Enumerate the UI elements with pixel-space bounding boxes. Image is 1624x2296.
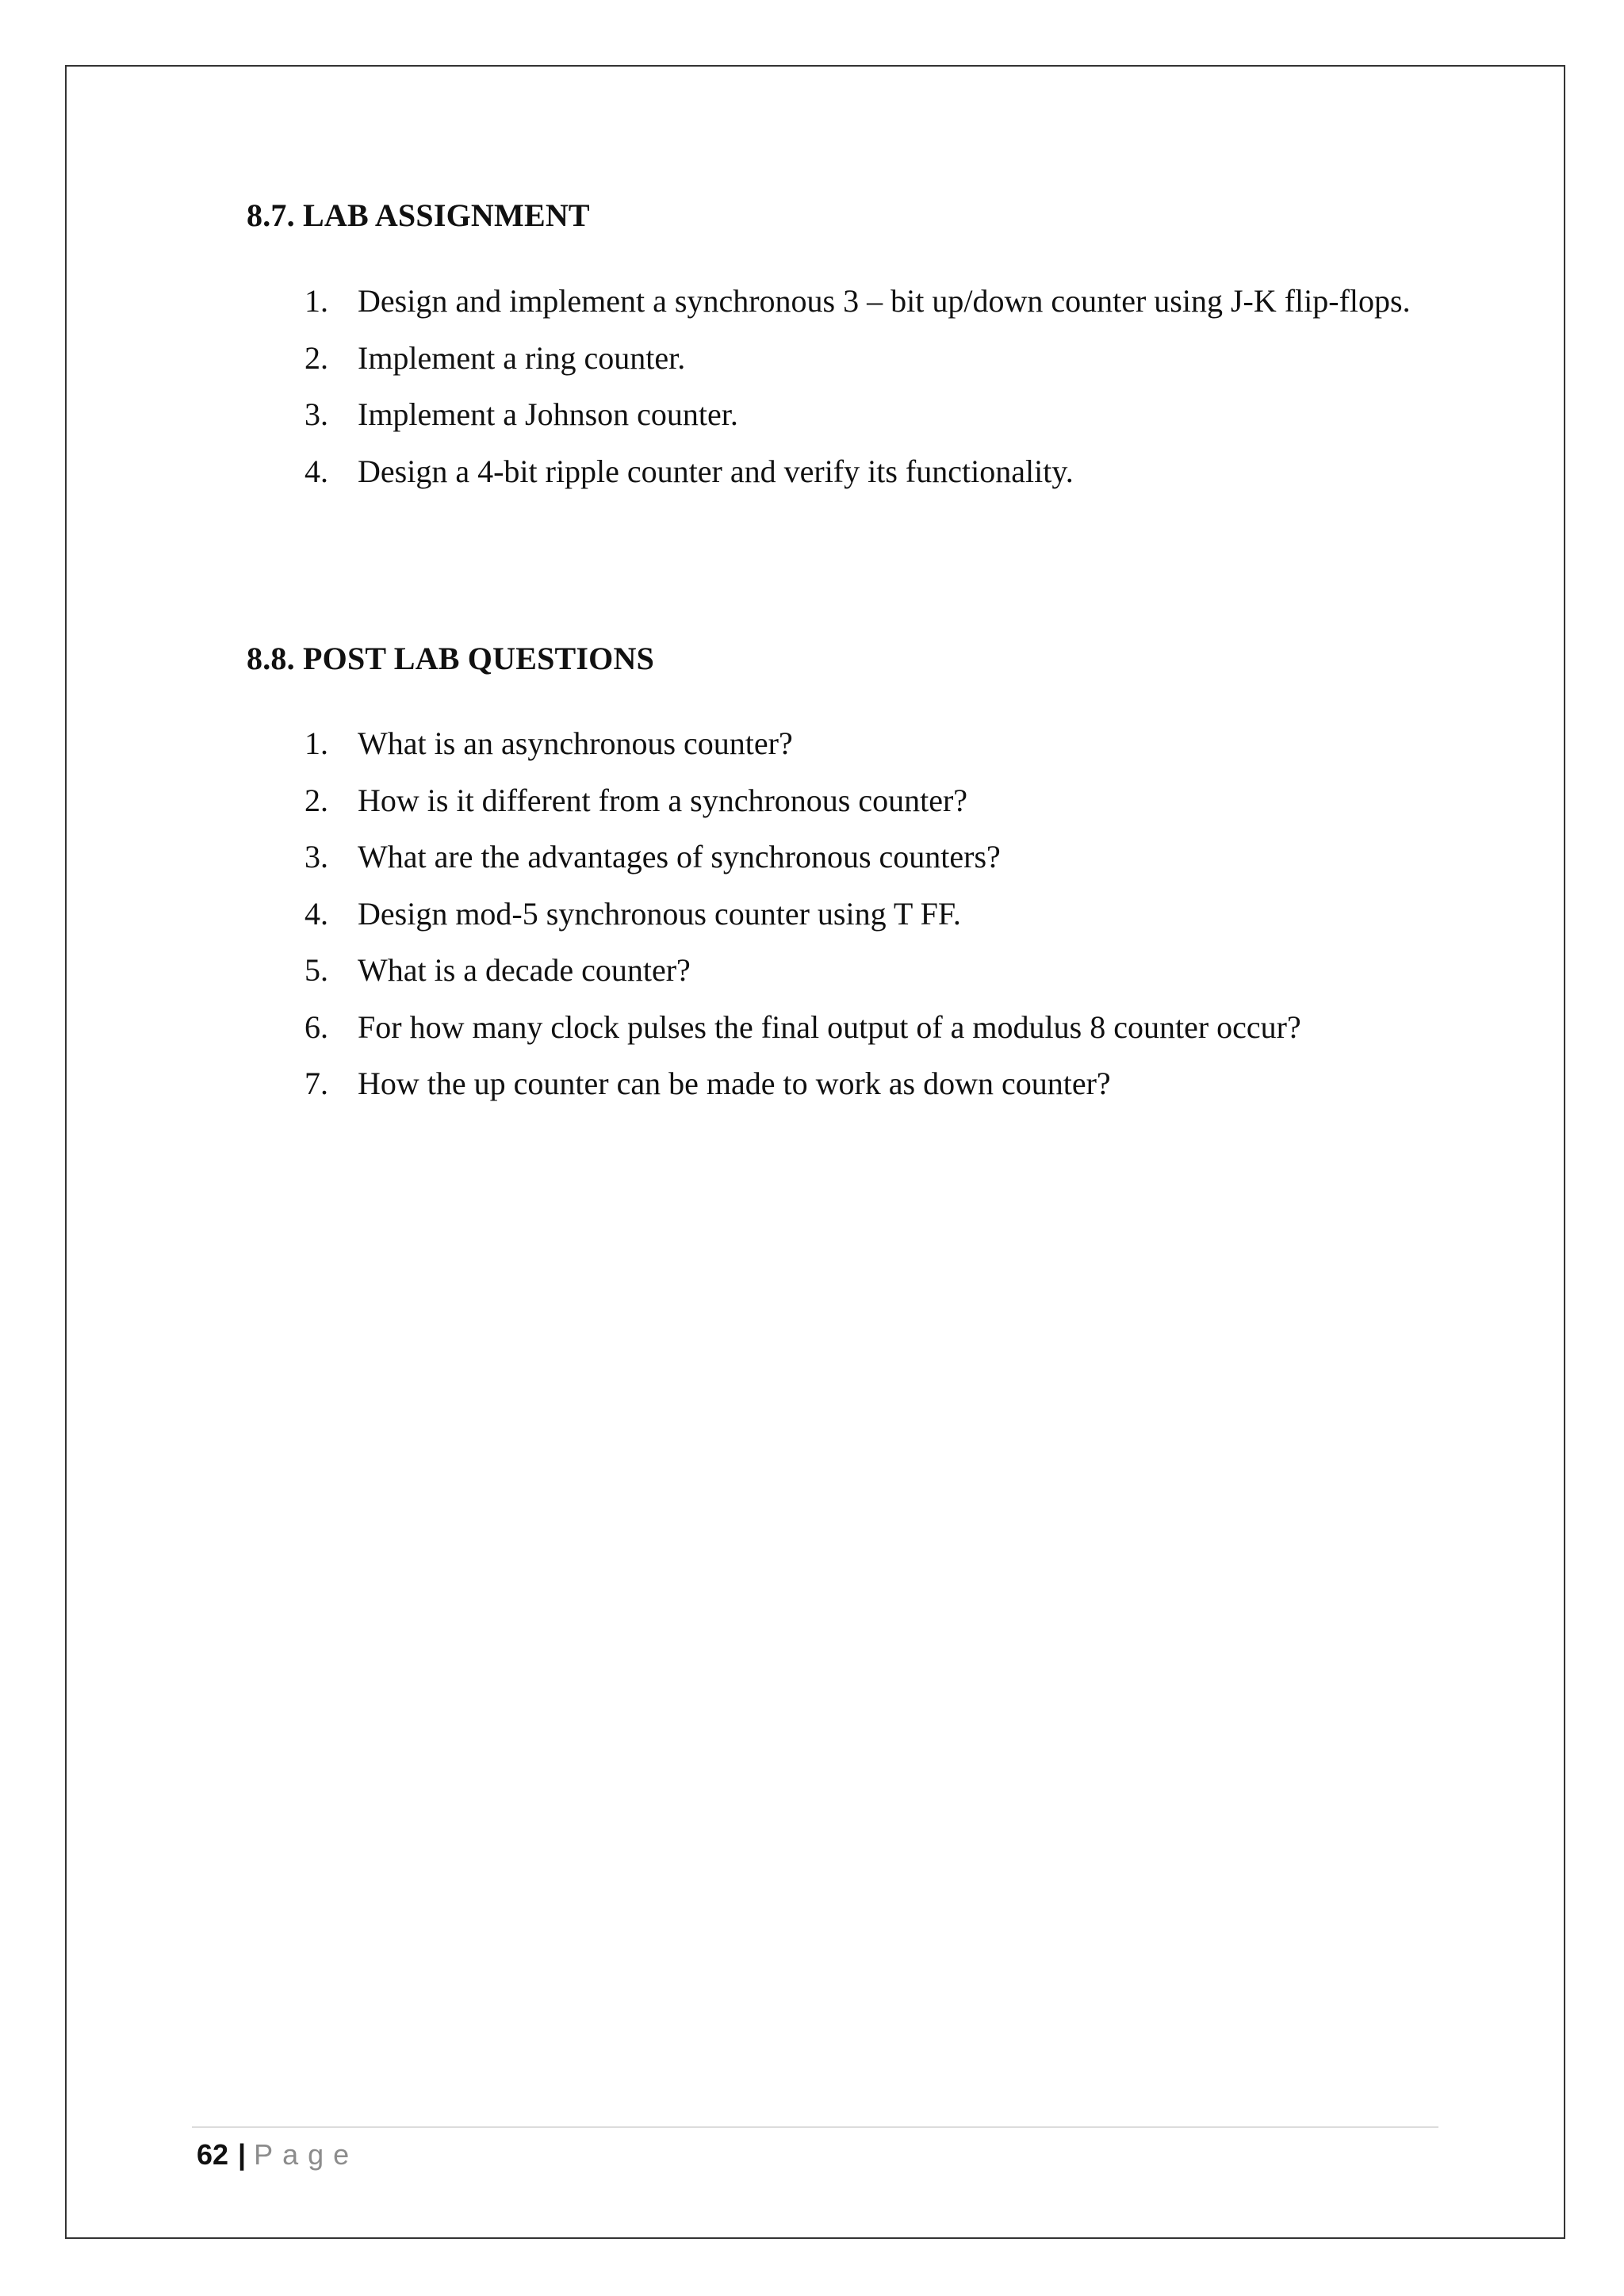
page-label: Page: [254, 2138, 359, 2171]
page-footer: [197, 2136, 358, 2174]
item-text: For how many clock pulses the final output of a modulus 8 counter occur?: [358, 1008, 1301, 1045]
post-lab-heading: 8.8. POST LAB QUESTIONS: [247, 641, 655, 676]
list-item: [247, 999, 1436, 1056]
item-number: 5.: [304, 952, 328, 988]
list-item: [247, 443, 1436, 500]
item-text: What are the advantages of synchronous counters?: [358, 839, 1001, 874]
lab-assignment-section: [247, 197, 1436, 499]
item-text: Design a 4-bit ripple counter and verify its functionality.: [358, 453, 1074, 489]
footer-separator: |: [238, 2138, 247, 2171]
item-text: Implement a Johnson counter.: [358, 396, 738, 432]
list-item: [247, 886, 1436, 943]
list-item: [247, 273, 1436, 330]
item-number: 2.: [304, 782, 328, 818]
footer-divider: [192, 2126, 1438, 2128]
page-number: 62: [197, 2138, 229, 2171]
item-number: 4.: [304, 453, 328, 489]
list-item: [247, 942, 1436, 999]
item-text: How the up counter can be made to work as down counter?: [358, 1066, 1111, 1101]
list-item: [247, 828, 1436, 886]
item-number: 3.: [304, 839, 328, 874]
lab-assignment-list: [247, 273, 1436, 499]
list-item: [247, 772, 1436, 829]
item-text: Implement a ring counter.: [358, 339, 686, 376]
item-text: Design mod-5 synchronous counter using T FF.: [358, 895, 961, 932]
post-lab-section: [247, 640, 1436, 1112]
list-item: [247, 1055, 1436, 1112]
item-text: What is a decade counter?: [358, 952, 691, 988]
list-item: [247, 386, 1436, 443]
item-number: 1.: [304, 283, 328, 319]
item-number: 6.: [304, 1008, 328, 1045]
item-number: 3.: [304, 396, 328, 432]
item-text: What is an asynchronous counter?: [358, 725, 793, 761]
list-item: [247, 715, 1436, 772]
item-number: 4.: [304, 895, 328, 932]
lab-assignment-heading: 8.7. LAB ASSIGNMENT: [247, 197, 590, 233]
item-number: 1.: [304, 725, 328, 761]
item-number: 7.: [304, 1066, 328, 1101]
list-item: [247, 330, 1436, 387]
post-lab-list: [247, 715, 1436, 1112]
item-text: How is it different from a synchronous counter?: [358, 782, 968, 818]
item-number: 2.: [304, 339, 328, 376]
item-text: Design and implement a synchronous 3 – bit up/down counter using J-K flip-flops.: [358, 283, 1411, 319]
